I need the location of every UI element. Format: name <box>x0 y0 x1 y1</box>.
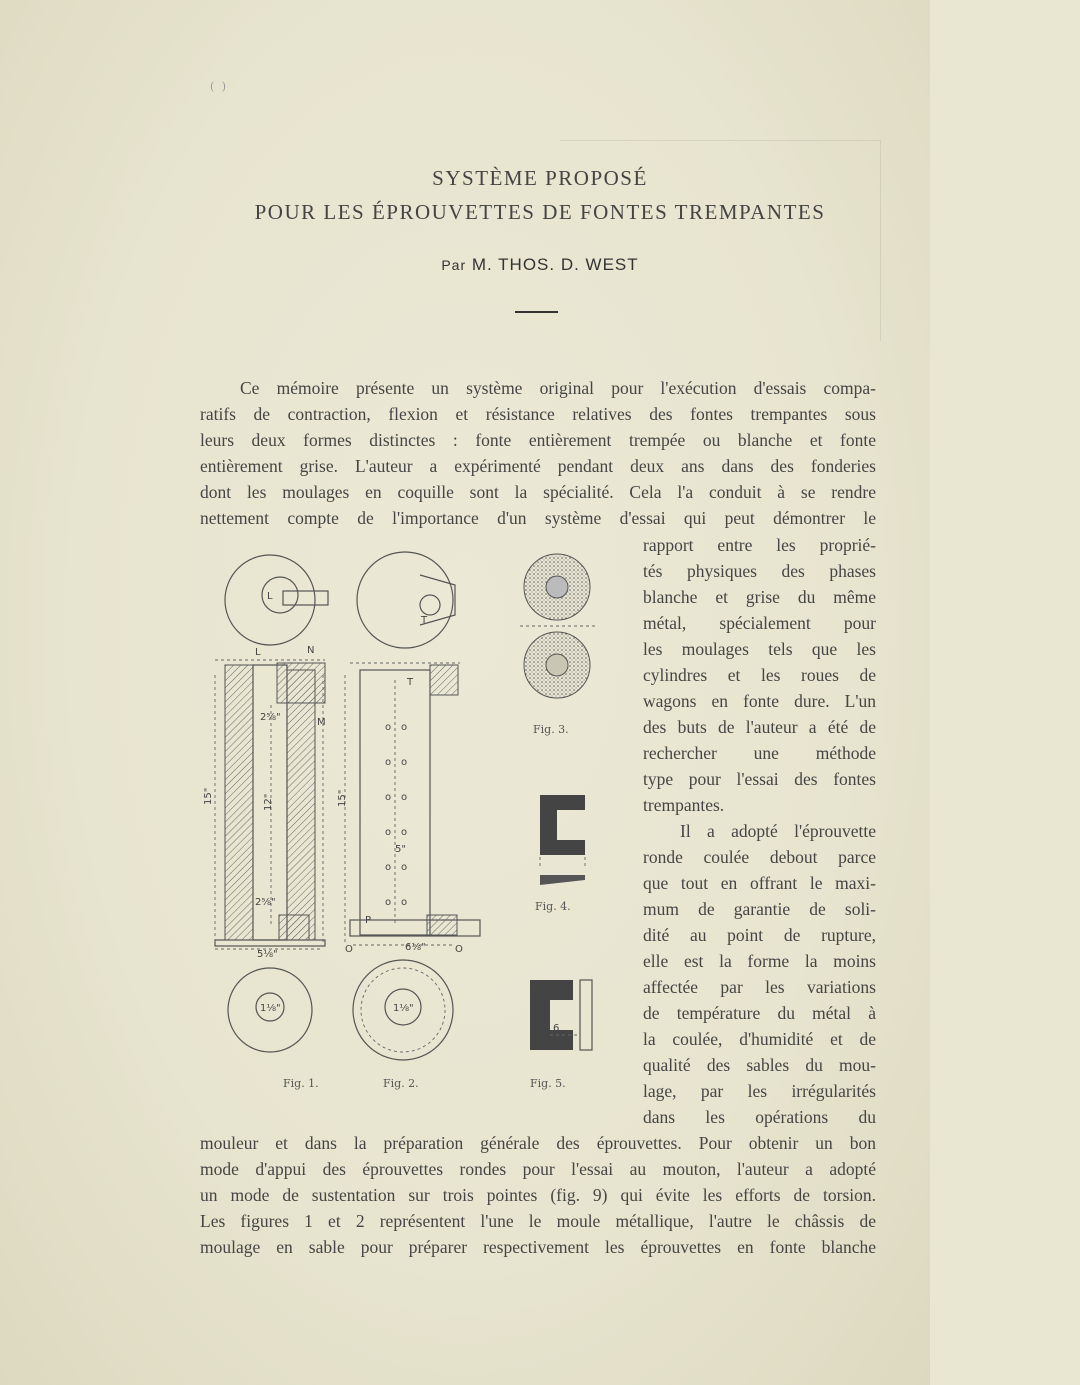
fig4-caption: Fig. 4. <box>535 900 571 913</box>
fig1-dim-1a: 1⅛" <box>260 1003 281 1014</box>
page-number: ( ) <box>210 80 229 93</box>
svg-text:o: o <box>385 722 392 733</box>
body-line: dont les moulages en coquille sont la spécialité. Cela l'a conduit à se rendre <box>200 482 876 502</box>
body-line: mode d'appui des éprouvettes rondes pour l'essai au mouton, l'auteur a adopté <box>200 1159 876 1179</box>
svg-text:o: o <box>401 757 408 768</box>
fig2-dim-5: 5" <box>395 844 406 855</box>
fig1-dim-2b: 2⅝" <box>255 897 276 908</box>
column-line: wagons en fonte dure. L'un <box>643 691 876 711</box>
fig1-bottom-view <box>228 968 319 1090</box>
fig1-top-view <box>225 555 328 645</box>
byline-author: M. THOS. D. WEST <box>471 255 639 274</box>
fig2-label-T2: T <box>407 677 414 688</box>
column-line: tés physiques des phases <box>643 561 876 581</box>
column-line: lage, par les irrégularités <box>643 1081 876 1101</box>
body-line: entièrement grise. L'auteur a expérimenté pendant deux ans dans des fonderies <box>200 456 876 476</box>
column-line: cylindres et les roues de <box>643 665 876 685</box>
column-line: Il a adopté l'éprouvette <box>680 821 876 841</box>
body-line: mouleur et dans la préparation générale des éprouvettes. Pour obtenir un bon <box>200 1133 876 1153</box>
svg-text:o: o <box>385 827 392 838</box>
column-line: des buts de l'auteur a été de <box>643 717 876 737</box>
title-line-1: SYSTÈME PROPOSÉ <box>432 166 648 190</box>
svg-text:o: o <box>401 862 408 873</box>
column-line: la coulée, d'humidité et de <box>643 1029 876 1049</box>
fig1-dim-2a: 2⅝" <box>260 712 281 723</box>
fig2-bottom-view <box>353 960 453 1090</box>
fig2-label-O1: O <box>345 944 353 955</box>
svg-text:o: o <box>401 722 408 733</box>
fig2-label-P: P <box>365 915 372 926</box>
svg-text:o: o <box>401 792 408 803</box>
fig2-dim-6: 6⅛" <box>405 942 426 953</box>
byline-par: Par <box>441 257 467 273</box>
column-line: elle est la forme la moins <box>643 951 876 971</box>
column-line: dité au point de rupture, <box>643 925 876 945</box>
body-line: nettement compte de l'importance d'un système d'essai qui peut démontrer le <box>200 508 876 528</box>
column-line: dans les opérations du <box>643 1107 876 1127</box>
technical-drawing <box>205 545 635 1105</box>
column-line: qualité des sables du mou- <box>643 1055 876 1075</box>
body-line: ratifs de contraction, flexion et résistance relatives des fontes trempantes sous <box>200 404 876 424</box>
fig4-clamp <box>535 795 585 913</box>
svg-text:o: o <box>401 897 408 908</box>
column-line: les moulages tels que les <box>643 639 876 659</box>
body-line: leurs deux formes distinctes : fonte entièrement trempée ou blanche et fonte <box>200 430 876 450</box>
fig2-section <box>337 663 480 955</box>
body-line: Ce mémoire présente un système original pour l'exécution d'essais compa- <box>240 378 876 398</box>
fig2-dim-15: 15" <box>337 789 348 807</box>
fig5-dim-6: 6 <box>553 1023 560 1034</box>
fig2-label-O2: O <box>455 944 463 955</box>
fig1-label-M: M <box>317 717 326 728</box>
body-line: moulage en sable pour préparer respectivement les éprouvettes en fonte blanche <box>200 1237 876 1257</box>
fig1-label-L: L <box>267 591 273 602</box>
column-line: ronde coulée debout parce <box>643 847 876 867</box>
column-line: trempantes. <box>643 795 725 815</box>
fig1-caption: Fig. 1. <box>283 1077 319 1090</box>
column-line: que tout en offrant le maxi- <box>643 873 876 893</box>
svg-text:o: o <box>401 827 408 838</box>
svg-text:o: o <box>385 757 392 768</box>
fig5-clamp <box>530 980 592 1090</box>
fig1-dim-12: 12" <box>263 793 274 811</box>
fig1-label-N: N <box>307 645 315 656</box>
column-line: de température du métal à <box>643 1003 876 1023</box>
fig3-fractures <box>520 554 595 736</box>
fig3-caption: Fig. 3. <box>533 723 569 736</box>
column-line: type pour l'essai des fontes <box>643 769 876 789</box>
svg-text:o: o <box>385 897 392 908</box>
column-line: mum de garantie de soli- <box>643 899 876 919</box>
byline <box>0 255 1080 275</box>
figures-block <box>205 545 635 1105</box>
body-line: Les figures 1 et 2 représentent l'une le moule métallique, l'autre le châssis de <box>200 1211 876 1231</box>
column-line: rechercher une méthode <box>643 743 876 763</box>
fig2-top-view <box>357 552 455 648</box>
column-line: rapport entre les proprié- <box>643 535 876 555</box>
svg-text:o: o <box>385 862 392 873</box>
title-rule <box>515 311 558 313</box>
column-line: affectée par les variations <box>643 977 876 997</box>
svg-text:o: o <box>385 792 392 803</box>
fig2-caption: Fig. 2. <box>383 1077 419 1090</box>
fig2-dim-1b: 1⅛" <box>393 1003 414 1014</box>
fig1-section <box>203 645 326 960</box>
title-line-2: POUR LES ÉPROUVETTES DE FONTES TREMPANTES <box>254 200 826 224</box>
fig1-dim-5a: 5⅛" <box>257 949 278 960</box>
fig1-label-L2: L <box>255 647 261 658</box>
fig5-caption: Fig. 5. <box>530 1077 566 1090</box>
body-line: un mode de sustentation sur trois pointes (fig. 9) qui évite les efforts de torsion. <box>200 1185 876 1205</box>
column-line: blanche et grise du même <box>643 587 876 607</box>
fig2-label-T: T <box>421 615 428 626</box>
fig1-dim-15: 15" <box>203 787 214 805</box>
column-line: métal, spécialement pour <box>643 613 876 633</box>
